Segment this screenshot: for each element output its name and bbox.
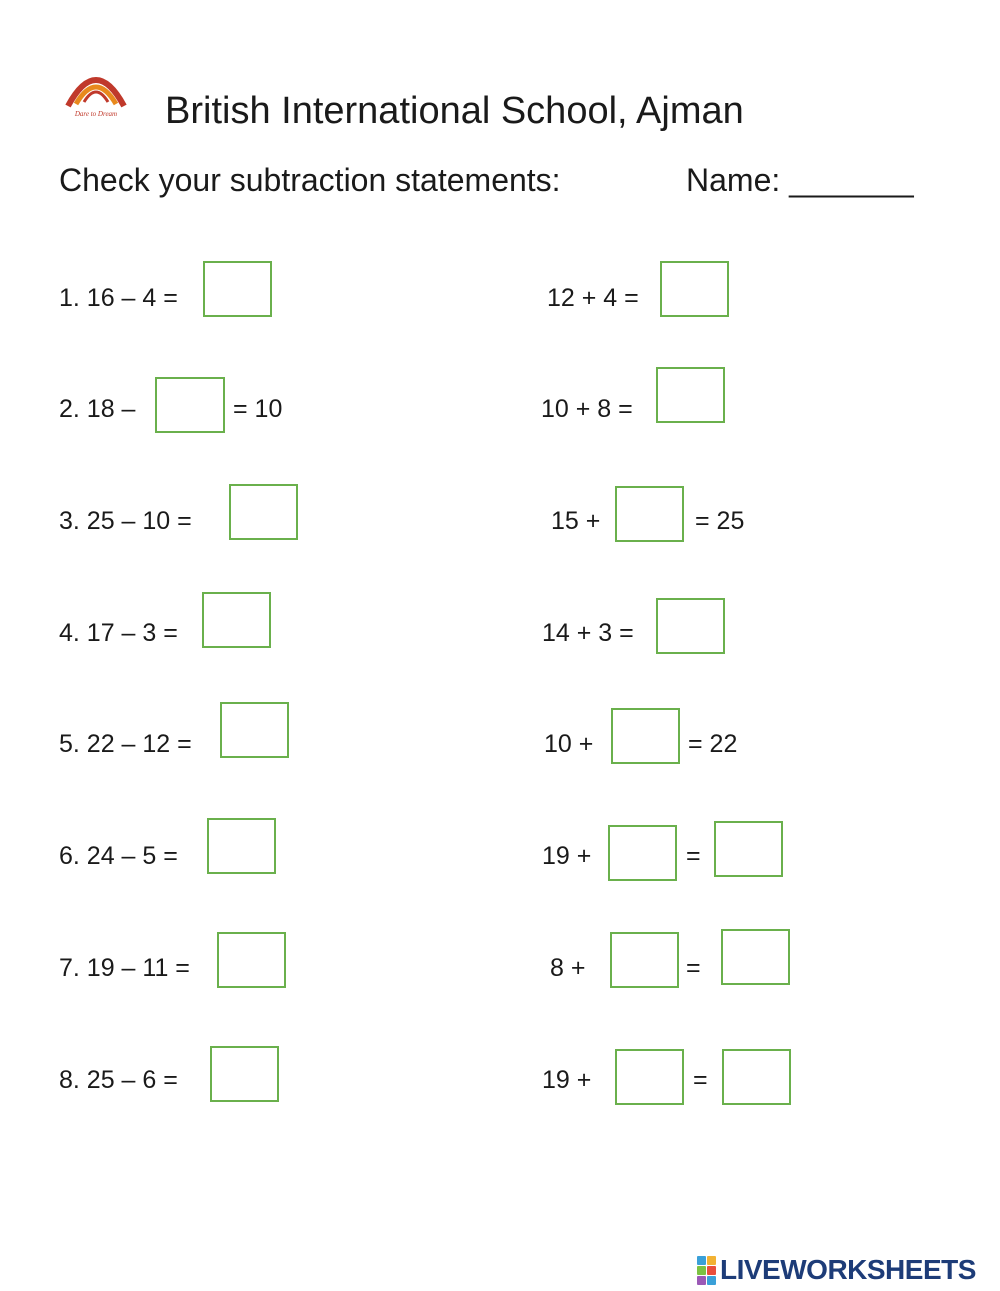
- right-eq-6-equals: =: [686, 842, 701, 870]
- right-eq-4: 14 + 3 =: [542, 619, 634, 647]
- answer-box-left-7[interactable]: [217, 932, 286, 988]
- right-eq-5: 10 +: [544, 730, 594, 758]
- left-eq-8: 8. 25 – 6 =: [59, 1066, 178, 1094]
- answer-box-left-1[interactable]: [203, 261, 272, 317]
- answer-box-left-8[interactable]: [210, 1046, 279, 1102]
- right-eq-5-result: = 22: [688, 730, 738, 758]
- left-eq-6: 6. 24 – 5 =: [59, 842, 178, 870]
- logo-motto: Dare to Dream: [74, 110, 118, 118]
- right-eq-7: 8 +: [550, 954, 586, 982]
- left-eq-5: 5. 22 – 12 =: [59, 730, 192, 758]
- right-eq-3-result: = 25: [695, 507, 745, 535]
- answer-box-right-8b[interactable]: [722, 1049, 791, 1105]
- answer-box-right-4[interactable]: [656, 598, 725, 654]
- instruction-text: Check your subtraction statements:: [59, 162, 561, 198]
- answer-box-right-7b[interactable]: [721, 929, 790, 985]
- answer-box-left-2[interactable]: [155, 377, 225, 433]
- left-eq-2: 2. 18 –: [59, 395, 136, 423]
- answer-box-right-7a[interactable]: [610, 932, 679, 988]
- right-eq-1: 12 + 4 =: [547, 284, 639, 312]
- school-title: British International School, Ajman: [165, 90, 744, 132]
- arch-logo-icon: [62, 62, 130, 120]
- liveworksheets-text: LIVEWORKSHEETS: [720, 1254, 976, 1285]
- name-field-label: Name: _______: [686, 162, 914, 198]
- liveworksheets-logo-icon: [697, 1256, 716, 1285]
- answer-box-left-4[interactable]: [202, 592, 271, 648]
- answer-box-left-6[interactable]: [207, 818, 276, 874]
- answer-box-left-5[interactable]: [220, 702, 289, 758]
- answer-box-right-3[interactable]: [615, 486, 684, 542]
- right-eq-3: 15 +: [551, 507, 601, 535]
- answer-box-left-3[interactable]: [229, 484, 298, 540]
- right-eq-6: 19 +: [542, 842, 592, 870]
- left-eq-3: 3. 25 – 10 =: [59, 507, 192, 535]
- right-eq-8-equals: =: [693, 1066, 708, 1094]
- right-eq-2: 10 + 8 =: [541, 395, 633, 423]
- liveworksheets-watermark: [697, 1253, 976, 1287]
- answer-box-right-6b[interactable]: [714, 821, 783, 877]
- answer-box-right-2[interactable]: [656, 367, 725, 423]
- answer-box-right-6a[interactable]: [608, 825, 677, 881]
- right-eq-7-equals: =: [686, 954, 701, 982]
- left-eq-2-result: = 10: [233, 395, 283, 423]
- left-eq-4: 4. 17 – 3 =: [59, 619, 178, 647]
- answer-box-right-8a[interactable]: [615, 1049, 684, 1105]
- right-eq-8: 19 +: [542, 1066, 592, 1094]
- answer-box-right-5[interactable]: [611, 708, 680, 764]
- answer-box-right-1[interactable]: [660, 261, 729, 317]
- left-eq-7: 7. 19 – 11 =: [59, 954, 190, 982]
- left-eq-1: 1. 16 – 4 =: [59, 284, 178, 312]
